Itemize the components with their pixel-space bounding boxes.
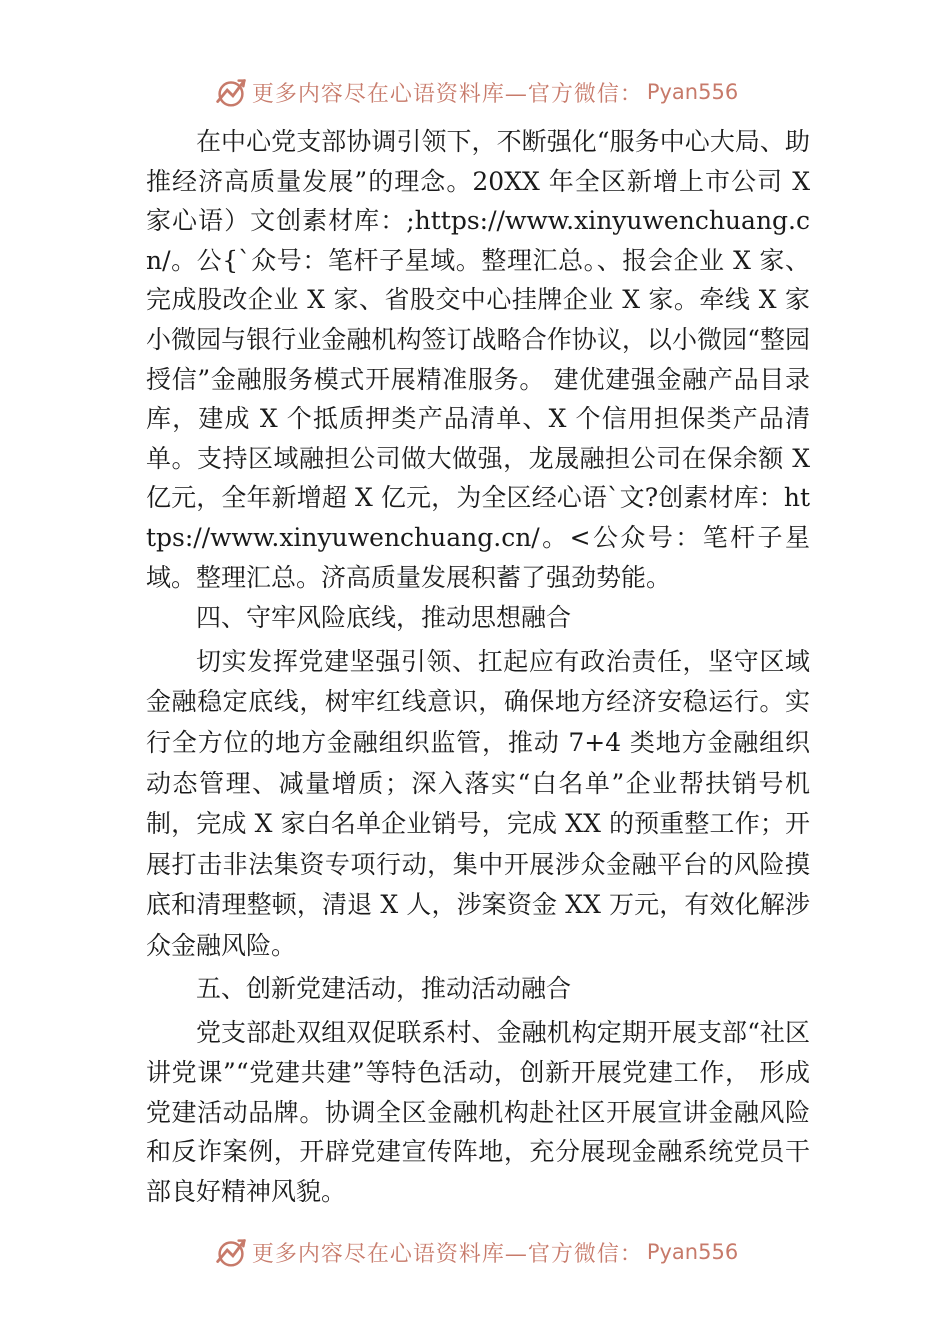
watermark-text: 更多内容尽在心语资料库—官方微信： <box>251 81 643 107</box>
paragraph-body-1: 在中心党支部协调引领下，不断强化“服务中心大局、助推经济高质量发展”的理念。20XX 年全区新增上市公司 X 家心语）文创素材库：;https://www.xinyuwenchuang.cn/。公{`众号：笔杆子星域。整理汇总。、报会企业 X 家、完成股改企业 X 家、省股交中心挂牌企业 X 家。牵线 X 家小微园与银行业金融机构签订战略合作协议，以小微园“整园授信”金融服务模式开展精准服务。 建优建强金融产品目录库，建成 X 个抵质押类产品清单、X 个信用担保类产品清单。支持区域融担公司做大做强，龙晟融担公司在保余额 X 亿元，全年新增超 X 亿元，为全区经心语`文?创素材库：https://www.xinyuwenchuang.cn/。<公众号：笔杆子星域。整理汇总。济高质量发展积蓄了强劲势能。 <box>146 127 810 592</box>
document-body <box>146 122 810 1212</box>
watermark-handle: Pyan556 <box>646 1240 739 1264</box>
footer-watermark <box>0 1228 950 1276</box>
header-watermark <box>0 68 950 116</box>
paragraph-body-3: 党支部赴双组双促联系村、金融机构定期开展支部“社区讲党课”“党建共建”等特色活动，创新开展党建工作， 形成党建活动品牌。协调全区金融机构赴社区开展宣讲金融风险和反诈案例，开辟党建宣传阵地，充分展现金融系统党员干部良好精神风貌。 <box>146 1018 810 1207</box>
watermark-handle: Pyan556 <box>646 80 739 104</box>
brand-logo-icon <box>212 73 250 111</box>
watermark-text: 更多内容尽在心语资料库—官方微信： <box>251 1241 643 1267</box>
paragraph-body-2: 切实发挥党建坚强引领、扛起应有政治责任，坚守区域金融稳定底线，树牢红线意识，确保地方经济安稳运行。实行全方位的地方金融组织监管，推动 7+4 类地方金融组织动态管理、减量增质；深入落实“白名单”企业帮扶销号机制，完成 X 家白名单企业销号，完成 XX 的预重整工作；开展打击非法集资专项行动，集中开展涉众金融平台的风险摸底和清理整顿，清退 X 人，涉案资金 XX 万元，有效化解涉众金融风险。 <box>146 646 810 960</box>
brand-logo-icon <box>212 1233 250 1271</box>
section-heading-4: 四、守牢风险底线，推动思想融合 <box>196 603 572 633</box>
section-heading-5: 五、创新党建活动，推动活动融合 <box>196 974 572 1004</box>
